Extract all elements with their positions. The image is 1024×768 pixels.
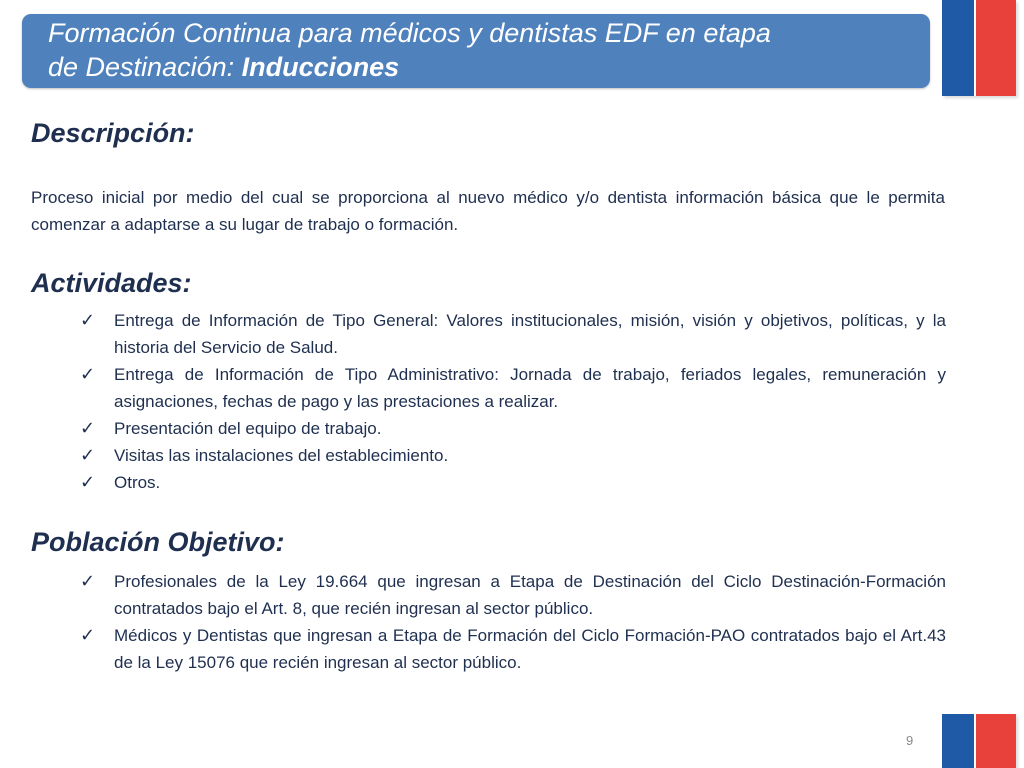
list-item: ✓ Entrega de Información de Tipo General: Valores institucionales, misión, visión y objetivos, políticas, y la historia del Servicio de Salud. (80, 307, 946, 361)
slide-title-bar (22, 14, 930, 88)
list-item: ✓ Presentación del equipo de trabajo. (80, 415, 946, 442)
check-icon: ✓ (80, 571, 96, 592)
check-icon: ✓ (80, 445, 96, 466)
list-item: ✓ Entrega de Información de Tipo Administrativo: Jornada de trabajo, feriados legales, remuneración y asignaciones, fechas de pago y las prestaciones a realizar. (80, 361, 946, 415)
descripcion-text: Proceso inicial por medio del cual se proporciona al nuevo médico y/o dentista información básica que le permita comenzar a adaptarse a su lugar de trabajo o formación. (31, 188, 945, 234)
slide-title-line2-prefix: de Destinación: (48, 52, 242, 82)
check-icon: ✓ (80, 310, 96, 331)
list-item: ✓ Profesionales de la Ley 19.664 que ingresan a Etapa de Destinación del Ciclo Destinación-Formación contratados bajo el Art. 8, que recién ingresan al sector público. (80, 568, 946, 622)
check-icon: ✓ (80, 364, 96, 385)
list-item: ✓ Médicos y Dentistas que ingresan a Etapa de Formación del Ciclo Formación-PAO contratados bajo el Art.43 de la Ley 15076 que recién ingresan al sector público. (80, 622, 946, 676)
check-icon: ✓ (80, 472, 96, 493)
flag-decoration-bottom (942, 714, 1016, 768)
list-item: ✓ Visitas las instalaciones del establecimiento. (80, 442, 946, 469)
list-item: ✓ Otros. (80, 469, 946, 496)
heading-descripcion: Descripción: (31, 118, 195, 148)
check-icon: ✓ (80, 625, 96, 646)
slide-title-line2-strong: Inducciones (241, 52, 400, 82)
slide-title (48, 16, 908, 84)
flag-decoration-top (942, 0, 1016, 96)
heading-poblacion-objetivo: Población Objetivo: (31, 527, 285, 557)
poblacion-list (80, 568, 946, 676)
check-icon: ✓ (80, 418, 96, 439)
heading-actividades: Actividades: (31, 268, 192, 298)
slide-title-line1: Formación Continua para médicos y dentistas EDF en etapa (48, 18, 771, 48)
actividades-list (80, 307, 946, 496)
page-number: 9 (906, 733, 914, 748)
